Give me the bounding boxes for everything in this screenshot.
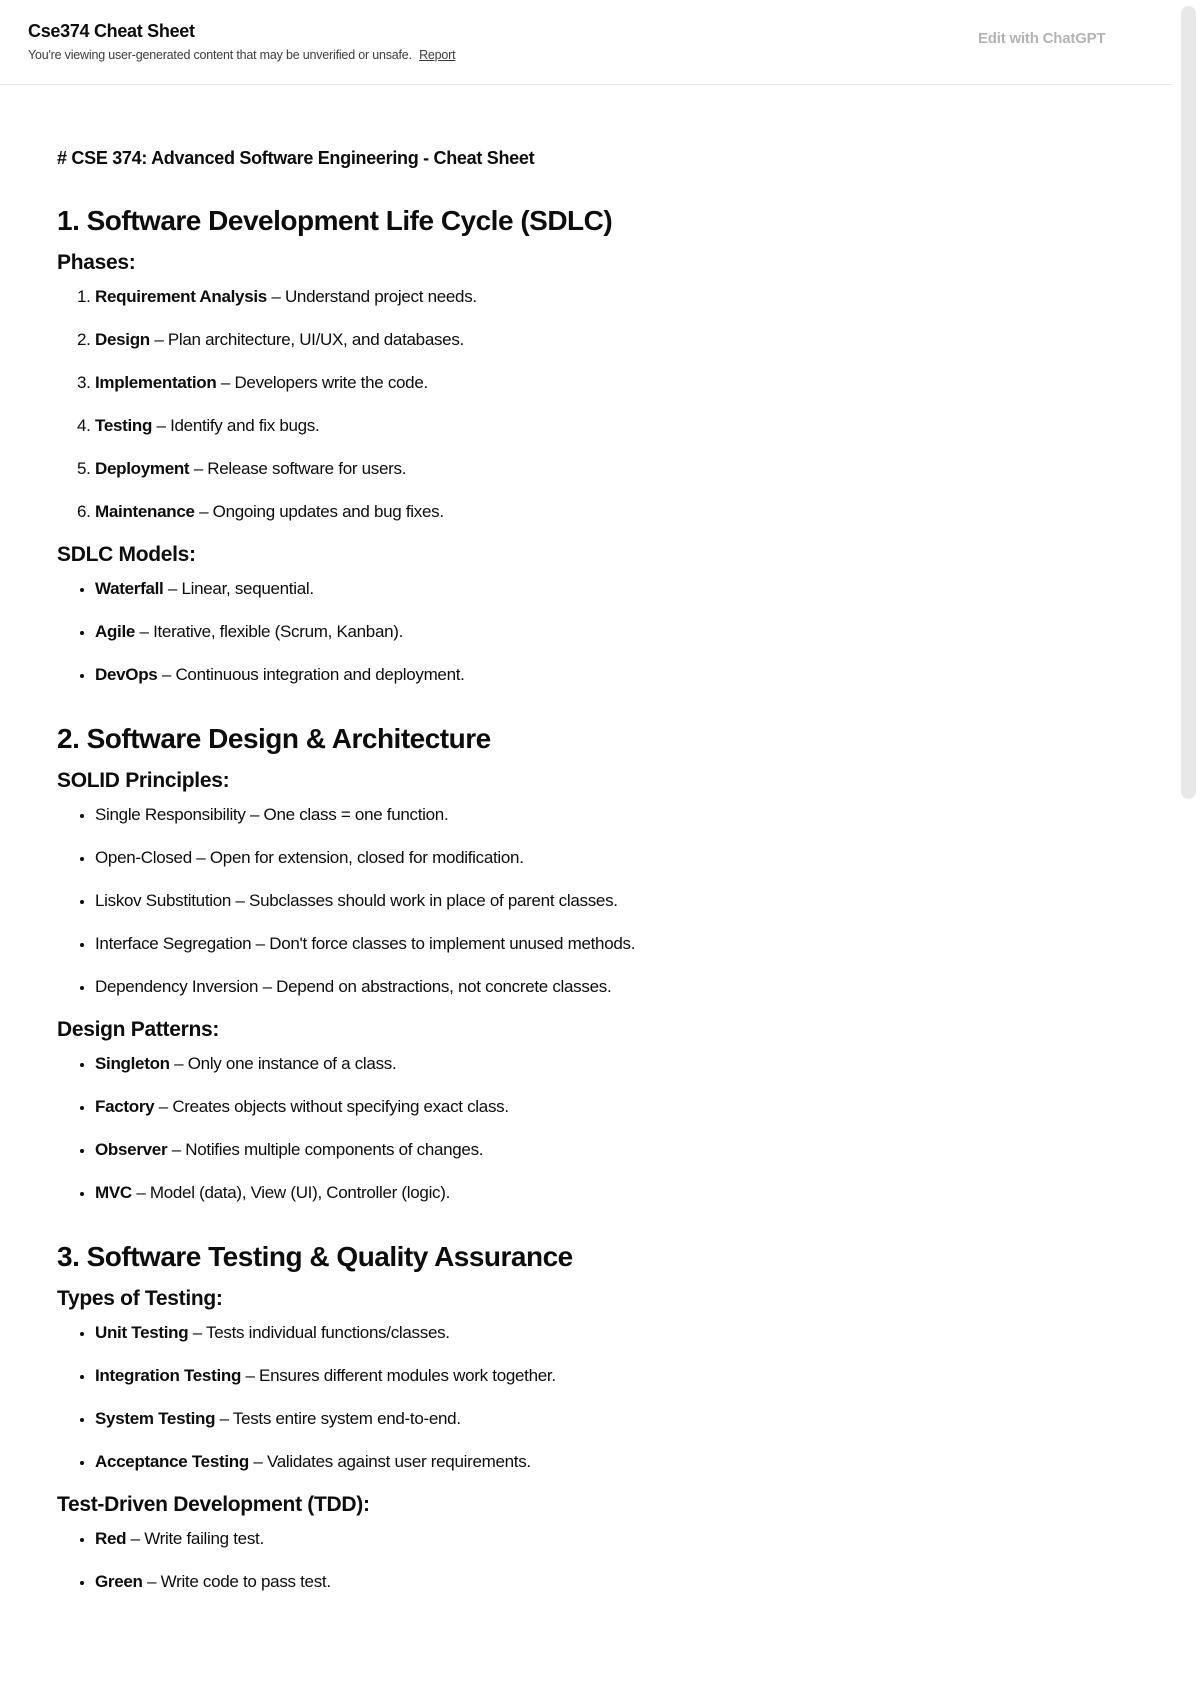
list-item-description: Single Responsibility – One class = one function.: [95, 805, 449, 824]
list-item-description: – Validates against user requirements.: [248, 1452, 531, 1471]
list-item-description: – Notifies multiple components of changes.: [167, 1140, 484, 1159]
list-item-term: Waterfall: [95, 579, 164, 598]
subsection-title: Design Patterns:: [57, 1018, 220, 1041]
list-item: [95, 1527, 1117, 1551]
list-item-term: Green: [95, 1572, 143, 1591]
list-item-term: Red: [95, 1529, 127, 1548]
list-item-description: – Plan architecture, UI/UX, and databases.: [149, 330, 464, 349]
list-item-term: Factory: [95, 1097, 155, 1116]
list-item: [95, 975, 1117, 999]
list-item-description: – Tests individual functions/classes.: [188, 1323, 450, 1342]
list-item: [95, 932, 1117, 956]
list-item-term: Integration Testing: [95, 1366, 242, 1385]
list-item: [95, 1138, 1117, 1162]
list-item-term: Unit Testing: [95, 1323, 189, 1342]
list-item-description: – Understand project needs.: [266, 287, 477, 306]
list-item: [95, 1052, 1117, 1076]
bullet-list: [57, 1527, 1117, 1594]
list-item-term: Implementation: [95, 373, 217, 392]
subsection-title: SDLC Models:: [57, 543, 196, 566]
list-item: [95, 620, 1117, 644]
unverified-content-notice: [28, 48, 455, 62]
list-item-description: – Iterative, flexible (Scrum, Kanban).: [135, 622, 404, 641]
list-item-description: – Developers write the code.: [216, 373, 428, 392]
list-item: [95, 1450, 1117, 1474]
list-item-description: – Continuous integration and deployment.: [157, 665, 465, 684]
section-title: 2. Software Design & Architecture: [57, 723, 491, 754]
notice-text: You're viewing user-generated content that may be unverified or unsafe.: [28, 48, 412, 62]
bullet-list: [57, 1052, 1117, 1205]
list-item: [95, 663, 1117, 687]
list-item-description: Open-Closed – Open for extension, closed for modification.: [95, 848, 524, 867]
list-item-description: Interface Segregation – Don't force classes to implement unused methods.: [95, 934, 636, 953]
document-content: [57, 130, 1117, 1613]
list-item-description: – Identify and fix bugs.: [152, 416, 320, 435]
list-item: [95, 1570, 1117, 1594]
list-item-description: – Ensures different modules work together.: [241, 1366, 556, 1385]
list-item-term: Observer: [95, 1140, 168, 1159]
list-item: [95, 1364, 1117, 1388]
list-item-term: MVC: [95, 1183, 132, 1202]
list-item: [95, 577, 1117, 601]
list-item: [95, 1095, 1117, 1119]
top-bar: [0, 0, 1172, 85]
report-link[interactable]: Report: [419, 48, 456, 62]
subsection-title: Test-Driven Development (TDD):: [57, 1493, 370, 1516]
list-item-description: – Release software for users.: [189, 459, 407, 478]
section-title: 1. Software Development Life Cycle (SDLC): [57, 205, 613, 236]
subsection-title: SOLID Principles:: [57, 769, 230, 792]
list-item: [95, 500, 1117, 524]
list-item: [95, 846, 1117, 870]
list-item-term: Testing: [95, 416, 153, 435]
list-item-term: Design: [95, 330, 150, 349]
list-item-term: Deployment: [95, 459, 190, 478]
list-item-term: DevOps: [95, 665, 158, 684]
document-sections: [57, 205, 1117, 1594]
section-title: 3. Software Testing & Quality Assurance: [57, 1241, 573, 1272]
list-item-term: Acceptance Testing: [95, 1452, 249, 1471]
list-item-term: System Testing: [95, 1409, 216, 1428]
subsection-title: Types of Testing:: [57, 1287, 223, 1310]
list-item-description: Dependency Inversion – Depend on abstractions, not concrete classes.: [95, 977, 612, 996]
bullet-list: [57, 803, 1117, 999]
list-item: [95, 1407, 1117, 1431]
list-item: [95, 803, 1117, 827]
list-item: [95, 889, 1117, 913]
list-item: [95, 1181, 1117, 1205]
list-item-description: – Only one instance of a class.: [169, 1054, 397, 1073]
list-item: [95, 328, 1117, 352]
list-item: [95, 371, 1117, 395]
list-item-description: – Write failing test.: [126, 1529, 264, 1548]
list-item-description: – Write code to pass test.: [142, 1572, 331, 1591]
page-title: Cse374 Cheat Sheet: [28, 21, 195, 41]
subsection-title: Phases:: [57, 251, 136, 274]
ordered-list: [57, 285, 1117, 524]
list-item: [95, 285, 1117, 309]
list-item: [95, 414, 1117, 438]
list-item-description: – Model (data), View (UI), Controller (logic).: [131, 1183, 451, 1202]
bullet-list: [57, 1321, 1117, 1474]
list-item: [95, 457, 1117, 481]
list-item-term: Singleton: [95, 1054, 170, 1073]
list-item-description: – Ongoing updates and bug fixes.: [194, 502, 444, 521]
list-item-term: Agile: [95, 622, 136, 641]
edit-with-chatgpt-button[interactable]: Edit with ChatGPT: [978, 30, 1106, 47]
list-item-description: Liskov Substitution – Subclasses should work in place of parent classes.: [95, 891, 618, 910]
list-item-description: – Linear, sequential.: [163, 579, 314, 598]
document-heading: # CSE 374: Advanced Software Engineering - Cheat Sheet: [57, 148, 535, 168]
list-item-term: Maintenance: [95, 502, 195, 521]
list-item-description: – Tests entire system end-to-end.: [215, 1409, 461, 1428]
list-item-term: Requirement Analysis: [95, 287, 267, 306]
list-item: [95, 1321, 1117, 1345]
scrollbar-thumb[interactable]: [1181, 6, 1196, 799]
list-item-description: – Creates objects without specifying exact class.: [154, 1097, 509, 1116]
bullet-list: [57, 577, 1117, 687]
